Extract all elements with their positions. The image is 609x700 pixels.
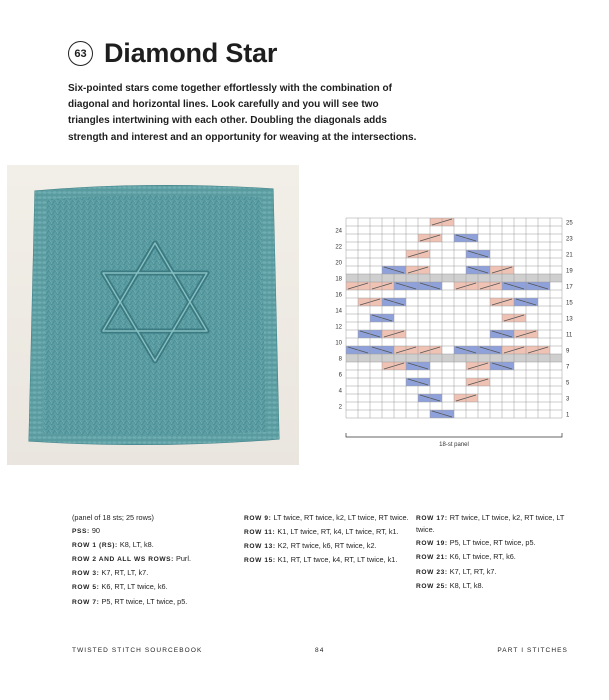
- row-number-label: 5: [566, 380, 570, 387]
- instruction-text: K2, RT twice, k6, RT twice, k2.: [275, 541, 377, 551]
- row-number-label: 8: [338, 356, 342, 363]
- instructions-column-1: [72, 512, 238, 610]
- panel-bracket: [346, 433, 562, 437]
- row-number-label: 1: [566, 412, 570, 419]
- row-number-label: 2: [338, 404, 342, 411]
- instruction-text: K1, RT, LT twce, k4, RT, LT twice, k1.: [275, 555, 398, 565]
- instruction-text: P5, LT twice, RT twice, p5.: [447, 538, 536, 548]
- instruction-row-label: ROW 17:: [416, 515, 448, 522]
- stitch-chart: [318, 208, 578, 454]
- instruction-line: [416, 551, 582, 563]
- instruction-line: [72, 596, 238, 608]
- instruction-text: RT twice, LT twice, k2, RT twice, LT twice.: [416, 513, 565, 535]
- row-number-label: 14: [335, 308, 342, 315]
- instruction-text: 90: [89, 526, 100, 536]
- swatch-illustration: [7, 165, 299, 465]
- instruction-line: [244, 554, 410, 566]
- instruction-row-label: ROW 11:: [244, 529, 276, 537]
- chart-row-numbers-rs: [566, 221, 573, 419]
- instruction-text: K8, LT, k8.: [447, 580, 484, 590]
- instructions-column-3: [416, 512, 582, 610]
- instruction-line: [72, 525, 238, 537]
- instruction-line: [72, 581, 238, 593]
- row-number-label: 24: [335, 228, 342, 235]
- instruction-line: [72, 553, 238, 565]
- instruction-text: LT twice, RT twice, k2, LT twice, RT twice.: [271, 513, 409, 522]
- instruction-line: [416, 537, 582, 549]
- row-number-label: 25: [566, 220, 573, 227]
- instruction-text: P5, RT twice, LT twice, p5.: [99, 596, 188, 606]
- row-number-label: 7: [566, 364, 570, 371]
- instruction-row-label: ROW 25:: [416, 582, 448, 590]
- instruction-row-label: ROW 5:: [72, 584, 100, 592]
- swatch-photo: [7, 165, 299, 465]
- chart-row-numbers-ws: [335, 229, 342, 411]
- row-number-label: 21: [566, 252, 573, 259]
- row-number-label: 18: [335, 276, 342, 283]
- row-number-label: 20: [335, 260, 342, 267]
- row-number-label: 15: [566, 300, 573, 307]
- row-number-label: 23: [566, 236, 573, 243]
- row-number-label: 11: [566, 332, 573, 339]
- instruction-row-label: ROW 19:: [416, 540, 448, 548]
- instruction-line: [416, 512, 582, 536]
- instruction-line: [416, 566, 582, 578]
- row-number-label: 12: [335, 324, 342, 331]
- row-number-label: 10: [335, 340, 342, 347]
- pattern-number: 63: [74, 47, 87, 60]
- row-number-label: 16: [335, 292, 342, 299]
- panel-label: 18-st panel: [439, 442, 469, 448]
- instruction-text: K1, LT twice, RT, k4, LT twice, RT, k1.: [275, 527, 399, 537]
- instructions-column-2: [244, 512, 410, 610]
- instruction-line: [244, 526, 410, 538]
- instructions: [72, 512, 582, 610]
- instruction-line: [244, 512, 410, 524]
- instruction-line: [72, 539, 238, 551]
- page-title: Diamond Star: [104, 38, 278, 68]
- instruction-row-label: ROW 7:: [72, 598, 100, 606]
- instruction-row-label: ROW 2 AND ALL WS ROWS:: [72, 556, 174, 564]
- instruction-row-label: ROW 15:: [244, 557, 276, 565]
- instruction-row-label: ROW 21:: [416, 554, 448, 562]
- row-number-label: 17: [566, 284, 573, 291]
- instruction-text: (panel of 18 sts; 25 rows): [72, 513, 154, 522]
- footer-section: PART I STITCHES: [497, 647, 568, 654]
- instruction-line: [416, 580, 582, 592]
- instruction-row-label: ROW 23:: [416, 568, 448, 576]
- intro-paragraph: Six-pointed stars come together effortlessly with the combination of diagonal and horizontal lines. Look carefully and you will see two triangles intertwining with each other. Doubling the diagonals adds strength and interest and an opportunity for weaving at the intersections.: [68, 83, 417, 143]
- footer-page-number: 84: [315, 647, 325, 654]
- row-number-label: 3: [566, 396, 570, 403]
- instruction-row-label: ROW 3:: [72, 570, 100, 578]
- row-number-label: 13: [566, 316, 573, 323]
- instruction-text: K8, LT, k8.: [117, 540, 154, 550]
- instruction-text: K6, LT twice, RT, k6.: [447, 552, 516, 562]
- instruction-row-label: ROW 13:: [244, 543, 276, 551]
- instruction-text: K6, RT, LT twice, k6.: [99, 582, 168, 592]
- instruction-line: [244, 540, 410, 552]
- row-number-label: 19: [566, 268, 573, 275]
- row-number-label: 4: [338, 388, 342, 395]
- instruction-text: K7, RT, LT, k7.: [99, 568, 149, 578]
- row-number-label: 6: [338, 372, 342, 379]
- instruction-text: Purl.: [173, 554, 191, 564]
- pattern-number-badge: [68, 41, 93, 66]
- row-number-label: 22: [335, 244, 342, 251]
- footer-book-title: TWISTED STITCH SOURCEBOOK: [72, 647, 203, 654]
- instruction-text: K7, LT, RT, k7.: [447, 566, 497, 576]
- instruction-row-label: ROW 9:: [244, 515, 272, 522]
- instruction-row-label: ROW 1 (RS):: [72, 542, 118, 550]
- instruction-line: [72, 567, 238, 579]
- instruction-row-label: PSS:: [72, 528, 90, 536]
- instruction-line: [72, 512, 238, 523]
- row-number-label: 9: [566, 348, 570, 355]
